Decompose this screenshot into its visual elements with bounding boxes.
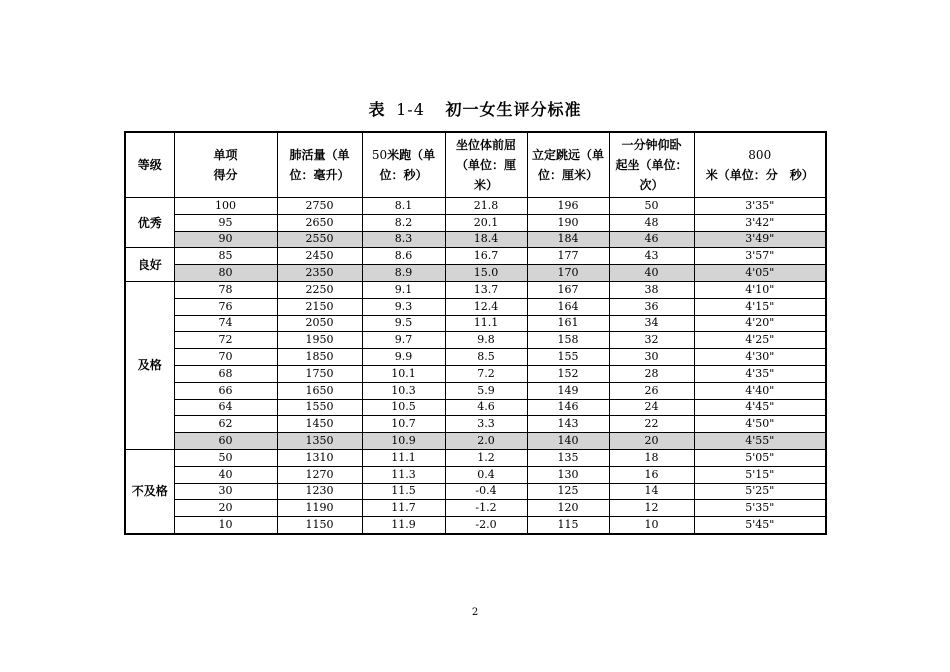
table-row [125, 433, 826, 450]
header-lung [277, 132, 362, 198]
cell-jump: 164 [527, 298, 609, 315]
level-cell: 不及格 [125, 449, 174, 533]
cell-situp: 48 [609, 214, 694, 231]
cell-lung: 1350 [277, 433, 362, 450]
cell-sitreach: -1.2 [445, 500, 527, 517]
header-run50-number: 50 [371, 148, 388, 162]
cell-jump: 115 [527, 517, 609, 534]
cell-lung: 2350 [277, 265, 362, 282]
cell-sitreach: 0.4 [445, 466, 527, 483]
cell-lung: 1270 [277, 466, 362, 483]
cell-situp: 10 [609, 517, 694, 534]
cell-run50: 9.3 [362, 298, 445, 315]
table-body [125, 198, 826, 534]
cell-jump: 135 [527, 449, 609, 466]
cell-sitreach: 13.7 [445, 281, 527, 298]
cell-score: 30 [174, 483, 277, 500]
cell-jump: 184 [527, 231, 609, 248]
cell-run50: 8.6 [362, 248, 445, 265]
cell-run800: 4'30" [694, 349, 826, 366]
table-title-label: 表 [368, 100, 386, 119]
cell-run50: 9.7 [362, 332, 445, 349]
cell-score: 62 [174, 416, 277, 433]
cell-sitreach: 12.4 [445, 298, 527, 315]
header-score-line: 单项 [213, 148, 238, 162]
table-row [125, 214, 826, 231]
table-row [125, 517, 826, 534]
cell-situp: 34 [609, 315, 694, 332]
cell-run800: 4'05" [694, 265, 826, 282]
cell-jump: 120 [527, 500, 609, 517]
cell-score: 60 [174, 433, 277, 450]
cell-lung: 1750 [277, 365, 362, 382]
header-jump-line: 立定跳远（单 [531, 148, 604, 162]
cell-sitreach: 15.0 [445, 265, 527, 282]
table-row [125, 332, 826, 349]
cell-run50: 8.1 [362, 198, 445, 215]
cell-situp: 14 [609, 483, 694, 500]
cell-jump: 161 [527, 315, 609, 332]
header-score-line: 得分 [213, 168, 238, 182]
cell-lung: 2150 [277, 298, 362, 315]
cell-score: 78 [174, 281, 277, 298]
level-cell: 优秀 [125, 198, 174, 248]
cell-sitreach: 9.8 [445, 332, 527, 349]
cell-run50: 10.7 [362, 416, 445, 433]
level-cell: 良好 [125, 248, 174, 282]
cell-score: 80 [174, 265, 277, 282]
table-title-number: 1-4 [396, 100, 425, 119]
header-run50 [362, 132, 445, 198]
header-sitreach-line: （单位：厘 [455, 158, 516, 172]
cell-run800: 4'10" [694, 281, 826, 298]
score-table [124, 131, 827, 535]
cell-sitreach: 18.4 [445, 231, 527, 248]
cell-sitreach: 5.9 [445, 382, 527, 399]
cell-score: 100 [174, 198, 277, 215]
cell-jump: 177 [527, 248, 609, 265]
table-title-text: 初一女生评分标准 [445, 100, 582, 119]
table-row [125, 349, 826, 366]
cell-jump: 149 [527, 382, 609, 399]
cell-run50: 11.5 [362, 483, 445, 500]
cell-run800: 3'49" [694, 231, 826, 248]
cell-run800: 3'57" [694, 248, 826, 265]
header-row [125, 132, 826, 198]
cell-score: 76 [174, 298, 277, 315]
cell-jump: 125 [527, 483, 609, 500]
cell-situp: 30 [609, 349, 694, 366]
header-sitreach-line: 坐位体前屈 [455, 138, 516, 152]
table-row [125, 416, 826, 433]
cell-score: 20 [174, 500, 277, 517]
cell-situp: 22 [609, 416, 694, 433]
cell-lung: 2650 [277, 214, 362, 231]
cell-run50: 11.7 [362, 500, 445, 517]
cell-run50: 11.1 [362, 449, 445, 466]
cell-jump: 167 [527, 281, 609, 298]
cell-lung: 2450 [277, 248, 362, 265]
cell-run800: 3'42" [694, 214, 826, 231]
header-run800-line: 米（单位：分 秒） [705, 168, 814, 182]
cell-lung: 2250 [277, 281, 362, 298]
cell-situp: 36 [609, 298, 694, 315]
cell-jump: 196 [527, 198, 609, 215]
cell-situp: 26 [609, 382, 694, 399]
table-row [125, 500, 826, 517]
table-header [125, 132, 826, 198]
cell-sitreach: -2.0 [445, 517, 527, 534]
header-situp [609, 132, 694, 198]
header-level-line: 等级 [137, 158, 162, 172]
cell-sitreach: 16.7 [445, 248, 527, 265]
cell-run800: 4'25" [694, 332, 826, 349]
cell-run50: 8.3 [362, 231, 445, 248]
cell-lung: 2750 [277, 198, 362, 215]
table-row [125, 483, 826, 500]
cell-situp: 20 [609, 433, 694, 450]
cell-jump: 158 [527, 332, 609, 349]
cell-score: 85 [174, 248, 277, 265]
cell-sitreach: 2.0 [445, 433, 527, 450]
cell-run800: 3'35" [694, 198, 826, 215]
cell-situp: 46 [609, 231, 694, 248]
cell-score: 68 [174, 365, 277, 382]
table-row [125, 466, 826, 483]
level-cell: 及格 [125, 281, 174, 449]
table-row [125, 198, 826, 215]
cell-run800: 4'45" [694, 399, 826, 416]
cell-run800: 5'35" [694, 500, 826, 517]
cell-score: 90 [174, 231, 277, 248]
cell-lung: 1550 [277, 399, 362, 416]
cell-run800: 5'15" [694, 466, 826, 483]
header-run50-line: 米跑（单 [387, 148, 436, 162]
cell-run800: 4'55" [694, 433, 826, 450]
cell-jump: 140 [527, 433, 609, 450]
cell-lung: 1310 [277, 449, 362, 466]
cell-situp: 50 [609, 198, 694, 215]
table-row [125, 365, 826, 382]
cell-run50: 9.9 [362, 349, 445, 366]
header-situp-line: 一分钟仰卧 [621, 138, 682, 152]
header-run800-number: 800 [748, 148, 772, 162]
cell-situp: 18 [609, 449, 694, 466]
cell-lung: 1850 [277, 349, 362, 366]
page-number: 2 [471, 607, 479, 618]
cell-sitreach: 21.8 [445, 198, 527, 215]
cell-sitreach: 8.5 [445, 349, 527, 366]
cell-sitreach: 4.6 [445, 399, 527, 416]
cell-jump: 130 [527, 466, 609, 483]
cell-score: 72 [174, 332, 277, 349]
table-row [125, 399, 826, 416]
header-run50-line: 位：秒） [379, 168, 428, 182]
cell-situp: 16 [609, 466, 694, 483]
cell-situp: 40 [609, 265, 694, 282]
cell-situp: 43 [609, 248, 694, 265]
header-sitreach [445, 132, 527, 198]
cell-sitreach: 3.3 [445, 416, 527, 433]
cell-jump: 143 [527, 416, 609, 433]
table-row [125, 265, 826, 282]
header-sitreach-line: 米） [473, 178, 498, 192]
cell-jump: 152 [527, 365, 609, 382]
cell-run800: 5'25" [694, 483, 826, 500]
cell-sitreach: 11.1 [445, 315, 527, 332]
table-row [125, 449, 826, 466]
cell-run50: 8.9 [362, 265, 445, 282]
cell-jump: 190 [527, 214, 609, 231]
header-level [125, 132, 174, 198]
table-title [0, 97, 950, 120]
cell-run50: 11.3 [362, 466, 445, 483]
cell-lung: 2550 [277, 231, 362, 248]
cell-sitreach: 1.2 [445, 449, 527, 466]
table-row [125, 315, 826, 332]
cell-run50: 10.5 [362, 399, 445, 416]
cell-lung: 2050 [277, 315, 362, 332]
cell-situp: 38 [609, 281, 694, 298]
cell-score: 95 [174, 214, 277, 231]
cell-run50: 9.1 [362, 281, 445, 298]
cell-run50: 11.9 [362, 517, 445, 534]
header-run800 [694, 132, 826, 198]
cell-score: 70 [174, 349, 277, 366]
cell-jump: 155 [527, 349, 609, 366]
cell-run800: 4'50" [694, 416, 826, 433]
cell-score: 40 [174, 466, 277, 483]
table-row [125, 382, 826, 399]
cell-situp: 24 [609, 399, 694, 416]
cell-run50: 10.1 [362, 365, 445, 382]
table-row [125, 231, 826, 248]
cell-lung: 1150 [277, 517, 362, 534]
cell-score: 66 [174, 382, 277, 399]
cell-run800: 5'45" [694, 517, 826, 534]
cell-score: 64 [174, 399, 277, 416]
table-row [125, 281, 826, 298]
cell-jump: 146 [527, 399, 609, 416]
cell-run800: 4'15" [694, 298, 826, 315]
header-score [174, 132, 277, 198]
cell-score: 74 [174, 315, 277, 332]
header-jump [527, 132, 609, 198]
cell-jump: 170 [527, 265, 609, 282]
cell-run50: 9.5 [362, 315, 445, 332]
header-situp-line: 起坐（单位： [615, 158, 688, 172]
cell-sitreach: 20.1 [445, 214, 527, 231]
cell-score: 50 [174, 449, 277, 466]
cell-score: 10 [174, 517, 277, 534]
cell-run50: 10.3 [362, 382, 445, 399]
cell-situp: 32 [609, 332, 694, 349]
cell-run800: 5'05" [694, 449, 826, 466]
cell-situp: 12 [609, 500, 694, 517]
cell-lung: 1190 [277, 500, 362, 517]
cell-run800: 4'35" [694, 365, 826, 382]
cell-run800: 4'20" [694, 315, 826, 332]
table-row [125, 248, 826, 265]
cell-lung: 1450 [277, 416, 362, 433]
cell-situp: 28 [609, 365, 694, 382]
cell-lung: 1650 [277, 382, 362, 399]
cell-lung: 1230 [277, 483, 362, 500]
cell-sitreach: -0.4 [445, 483, 527, 500]
cell-run50: 10.9 [362, 433, 445, 450]
header-lung-line: 位：毫升） [289, 168, 350, 182]
table-row [125, 298, 826, 315]
cell-lung: 1950 [277, 332, 362, 349]
cell-run50: 8.2 [362, 214, 445, 231]
header-lung-line: 肺活量（单 [289, 148, 350, 162]
header-situp-line: 次） [639, 178, 664, 192]
cell-run800: 4'40" [694, 382, 826, 399]
cell-sitreach: 7.2 [445, 365, 527, 382]
header-jump-line: 位：厘米） [537, 168, 598, 182]
